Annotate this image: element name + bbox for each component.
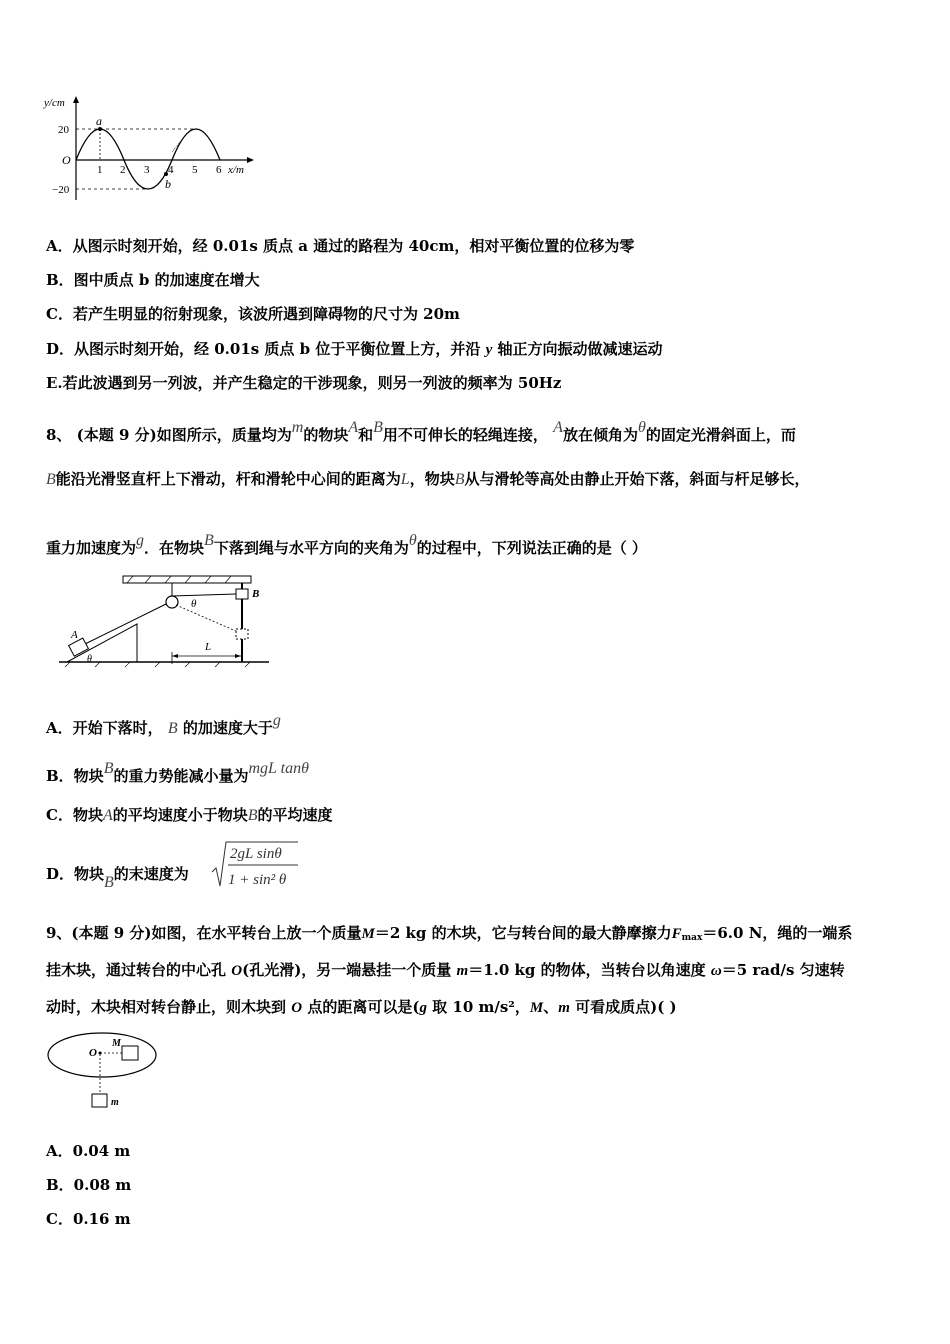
point-a-label: a [96, 114, 102, 128]
q8-option-d-formula [210, 838, 302, 892]
q9-option-c: C．0.16 m [46, 1210, 131, 1228]
q9-stem-line3: 动时，木块相对转台静止，则木块到 O 点的距离可以是(g 取 10 m/s²，M、m 可看成质点)( ) [46, 998, 677, 1016]
y-axis-label: y/cm [44, 97, 65, 109]
fig8-label-b: B [252, 588, 260, 600]
x-tick-3: 3 [144, 164, 150, 176]
q7-option-c: C．若产生明显的衍射现象，该波所遇到障碍物的尺寸为 20m [46, 305, 460, 323]
y-tick-20: 20 [58, 124, 69, 136]
q8-stem-line1: 8、 (本题 9 分)如图所示，质量均为$^m$的物块$^A$和$^B$用不可伸长的轻绳连接， $^A$放在倾角为$^\theta$的固定光滑斜面上，而 [46, 419, 796, 444]
x-tick-5: 5 [192, 164, 198, 176]
q7-option-b: B．图中质点 b 的加速度在增大 [46, 271, 260, 289]
q9-stem-line2: 挂木块，通过转台的中心孔 O(孔光滑)，另一端悬挂一个质量 m＝1.0 kg 的物体，当转台以角速度 ω＝5 rad/s 匀速转 [46, 961, 845, 979]
q8-option-c: C．物块A的平均速度小于物块B的平均速度 [46, 806, 333, 824]
fig9-label-m-upper: M [112, 1038, 121, 1049]
x-tick-2: 2 [120, 164, 126, 176]
fig9-label-o: O [89, 1047, 97, 1059]
q7-option-a: A．从图示时刻开始，经 0.01s 质点 a 通过的路程为 40cm，相对平衡位置的位移为零 [46, 237, 635, 255]
formula-denominator: 1 + sin² θ [228, 872, 287, 888]
q8-option-a: A．开始下落时， B 的加速度大于$^g$ [46, 712, 281, 737]
q8-option-b: B．物块$^B$的重力势能减小量为$^{mgL tan\theta}$ [46, 760, 309, 785]
fig8-label-theta-bottom: θ [87, 654, 92, 665]
fig8-label-a: A [71, 629, 78, 641]
x-tick-6: 6 [216, 164, 222, 176]
q9-stem-line1: 9、(本题 9 分)如图，在水平转台上放一个质量M＝2 kg 的木块，它与转台间的最大静摩擦力Fmax＝6.0 N，绳的一端系 [46, 924, 853, 943]
q8-stem-line3: 重力加速度为$^g$．在物块$^B$下落到绳与水平方向的夹角为$^\theta$的过程中，下列说法正确的是（ ） [46, 532, 647, 557]
wave-graph [40, 92, 260, 207]
q7-d-post: 轴正方向振动做减速运动 [497, 340, 663, 358]
q9-figure [44, 1030, 164, 1112]
q7-d-pre: D．从图示时刻开始，经 0.01s 质点 b 位于平衡位置上方，并沿 [46, 340, 481, 358]
q7-d-var: y [485, 342, 493, 358]
point-b-label: b [165, 177, 171, 191]
fig9-label-m-lower: m [111, 1097, 119, 1108]
x-axis-label: x/m [228, 164, 244, 176]
x-tick-4: 4 [168, 164, 174, 176]
q7-option-d [46, 339, 663, 360]
fig8-label-theta-top: θ [191, 598, 197, 610]
q7-option-e: E.若此波遇到另一列波，并产生稳定的干涉现象，则另一列波的频率为 50Hz [46, 374, 562, 392]
q8-figure [55, 572, 275, 677]
q9-option-b: B．0.08 m [46, 1176, 132, 1194]
q8-stem-line2: B能沿光滑竖直杆上下滑动，杆和滑轮中心间的距离为L，物块B从与滑轮等高处由静止开始下落，斜面与杆足够长， [46, 470, 810, 488]
q9-option-a: A．0.04 m [46, 1142, 131, 1160]
formula-numerator: 2gL sinθ [230, 846, 282, 862]
y-tick-neg20: −20 [52, 184, 70, 196]
q8-option-d: D．物块B的末速度为 [46, 865, 189, 891]
origin-label: O [62, 153, 71, 167]
x-tick-1: 1 [97, 164, 103, 176]
fig8-label-l: L [205, 641, 212, 653]
